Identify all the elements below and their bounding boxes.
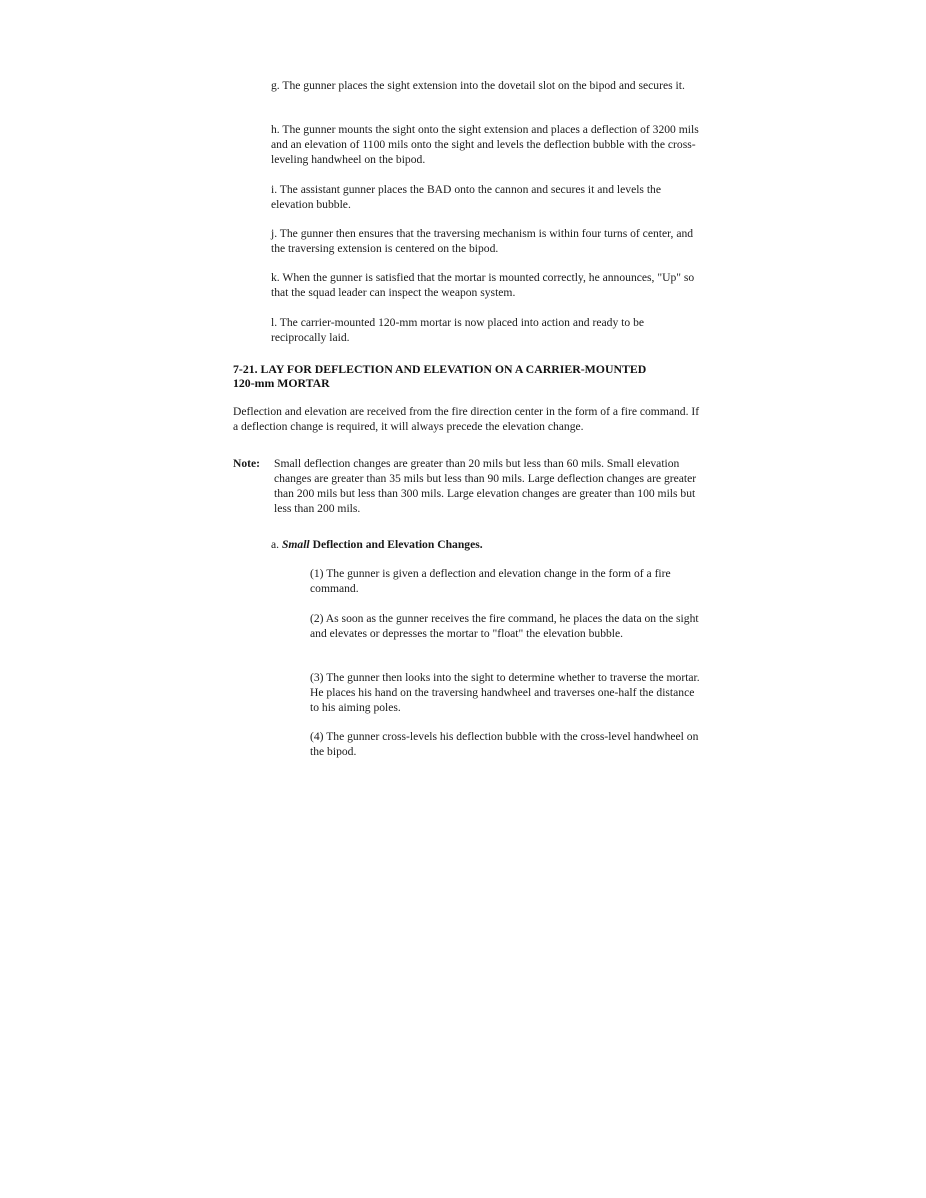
paragraph-h: h. The gunner mounts the sight onto the sight extension and places a deflection of 3200 mils and an elevation of 1100 mils onto the sight and levels the deflection bubble with the cross-leveling handwheel on the bipod. bbox=[271, 123, 699, 166]
section-heading bbox=[233, 362, 703, 390]
subsection-a-emphasis: Small bbox=[281, 538, 310, 551]
paragraph-j: j. The gunner then ensures that the traversing mechanism is within four turns of center, and the traversing extension is centered on the bipod. bbox=[271, 227, 694, 255]
paragraph-g: g. The gunner places the sight extension into the dovetail slot on the bipod and secures it. bbox=[271, 79, 685, 92]
note-text: Small deflection changes are greater than 20 mils but less than 60 mils. Small elevation changes are greater than 35 mils but less than 90 mils. Large deflection changes are greater than 200 mils but less than 300 mils. Large elevation changes are greater than 100 mils but less than 200 mils. bbox=[274, 457, 697, 515]
section-heading-line-2: 120-mm MORTAR bbox=[233, 376, 330, 390]
subsection-a-title: Deflection and Elevation Changes. bbox=[312, 538, 483, 551]
paragraph-i: i. The assistant gunner places the BAD onto the cannon and secures it and levels the elevation bubble. bbox=[271, 183, 662, 211]
step-4: (4) The gunner cross-levels his deflection bubble with the cross-level handwheel on the bipod. bbox=[310, 730, 699, 758]
paragraph-k: k. When the gunner is satisfied that the mortar is mounted correctly, he announces, "Up" so that the squad leader can inspect the weapon system. bbox=[271, 271, 695, 299]
subsection-a-heading bbox=[271, 537, 701, 552]
note-label: Note: bbox=[233, 457, 261, 470]
step-2: (2) As soon as the gunner receives the fire command, he places the data on the sight and elevates or depresses the mortar to "float" the elevation bubble. bbox=[310, 612, 699, 640]
step-3: (3) The gunner then looks into the sight to determine whether to traverse the mortar. He places his hand on the traversing handwheel and traverses one-half the distance to his aiming poles. bbox=[310, 671, 700, 714]
step-1: (1) The gunner is given a deflection and elevation change in the form of a fire command. bbox=[310, 567, 671, 595]
paragraph-l: l. The carrier-mounted 120-mm mortar is now placed into action and ready to be reciprocally laid. bbox=[271, 316, 645, 344]
subsection-a-prefix: a. bbox=[271, 538, 280, 551]
section-heading-line-1: 7-21. LAY FOR DEFLECTION AND ELEVATION ON A CARRIER-MOUNTED bbox=[233, 362, 647, 376]
section-intro: Deflection and elevation are received from the fire direction center in the form of a fire command. If a deflection change is required, it will always precede the elevation change. bbox=[233, 405, 700, 433]
